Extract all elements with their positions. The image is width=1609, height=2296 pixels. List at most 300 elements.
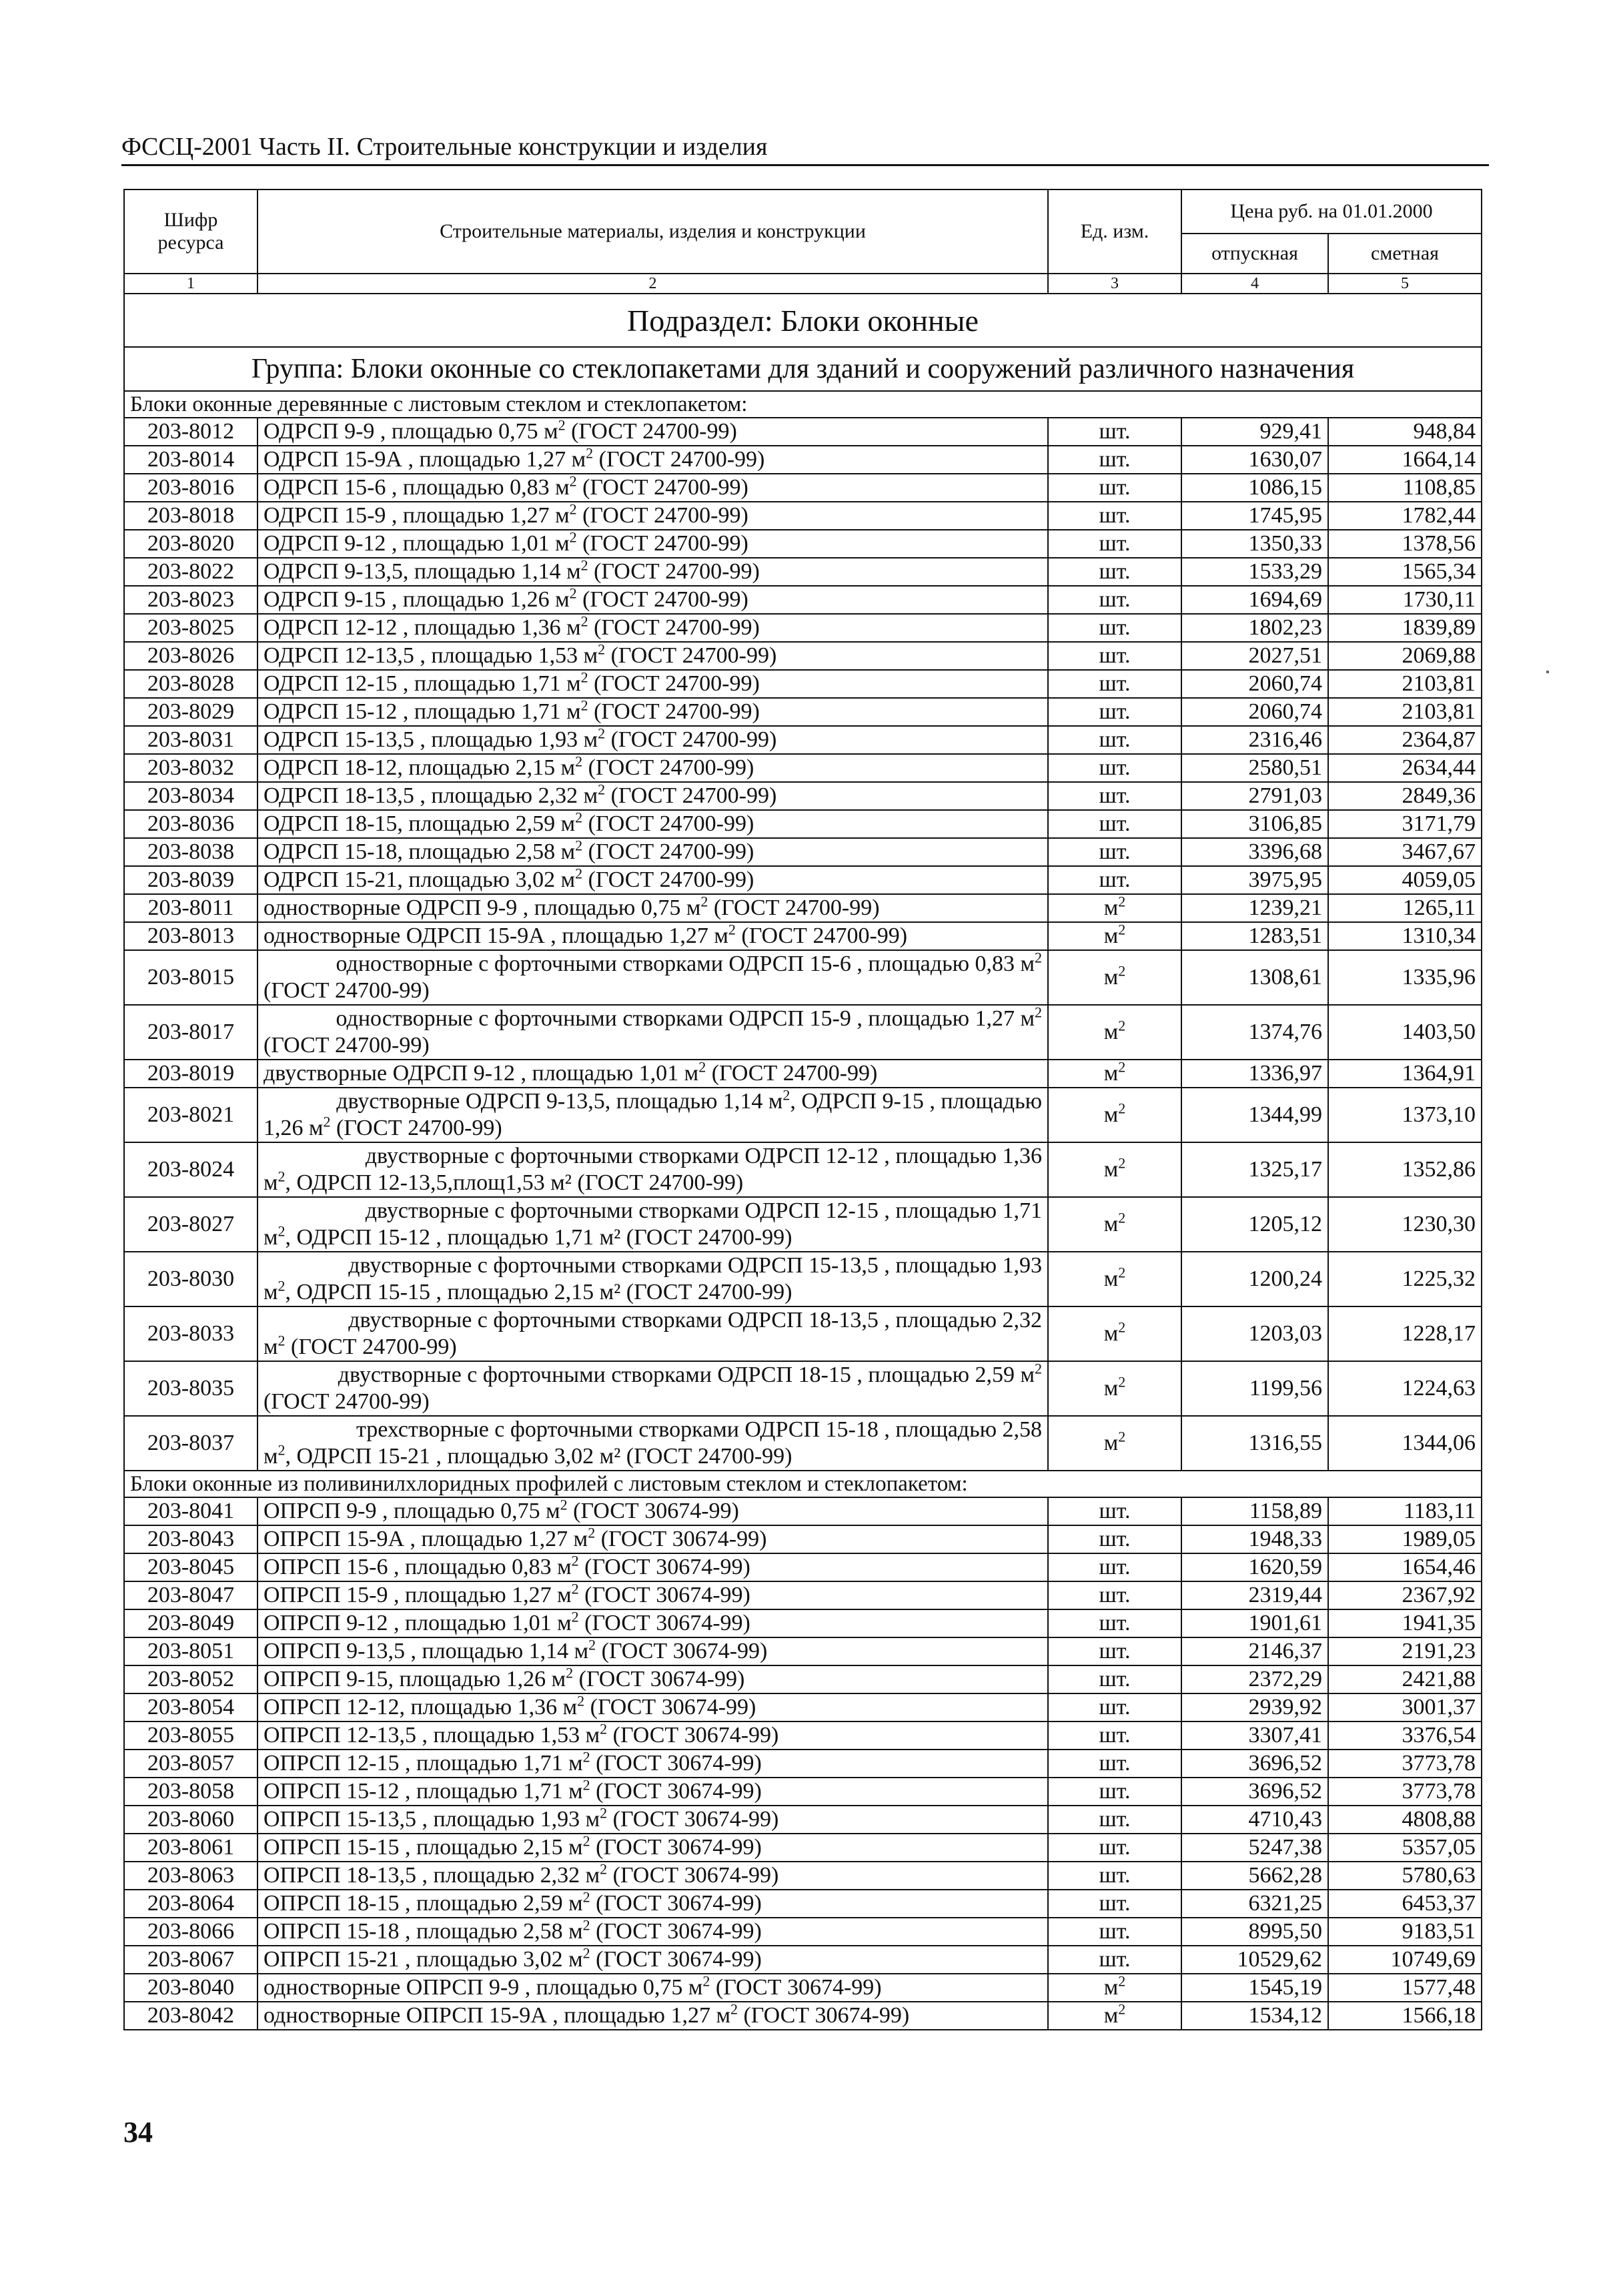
unit-of-measure: [1048, 586, 1181, 614]
material-description: [257, 418, 1048, 446]
material-description: [257, 1862, 1048, 1890]
text-segment: ОДРСП 18-12, площадью 2,15 м: [263, 755, 576, 780]
text-segment: (ГОСТ 30674-99): [590, 1891, 762, 1916]
superscript-2: 2: [569, 472, 577, 490]
resource-code: 203-8041: [124, 1497, 257, 1525]
table-row: [124, 1918, 1482, 1946]
material-description: [257, 614, 1048, 642]
resource-code: 203-8023: [124, 586, 257, 614]
column-number: 2: [257, 274, 1048, 294]
text-segment: ОПРСП 15-9 , площадью 1,27 м: [263, 1583, 572, 1607]
superscript-2: 2: [600, 1860, 608, 1878]
text-segment: шт.: [1099, 1639, 1131, 1663]
text-segment: ОПРСП 15-18 , площадью 2,58 м: [263, 1919, 583, 1944]
superscript-2: 2: [582, 1888, 590, 1906]
release-price: 1200,24: [1181, 1252, 1328, 1306]
text-segment: ОПРСП 9-12 , площадью 1,01 м: [263, 1611, 572, 1635]
superscript-2: 2: [582, 1944, 590, 1962]
resource-code: 203-8012: [124, 418, 257, 446]
estimate-price: 1225,32: [1328, 1252, 1482, 1306]
material-description: [257, 1525, 1048, 1553]
text-segment: шт.: [1099, 671, 1131, 696]
text-segment: двустворные ОДРСП 9-13,5, площадью 1,14 м: [336, 1089, 783, 1114]
text-segment: (ГОСТ 30674-99): [607, 1723, 779, 1748]
superscript-2: 2: [1118, 1318, 1126, 1336]
text-segment: м: [1103, 1975, 1119, 2000]
release-price: 1205,12: [1181, 1197, 1328, 1252]
text-segment: м: [1103, 1376, 1119, 1401]
estimate-price: 1108,85: [1328, 474, 1482, 502]
table-row: [124, 614, 1482, 642]
resource-code: 203-8058: [124, 1778, 257, 1806]
material-description: [257, 1005, 1048, 1060]
superscript-2: 2: [1118, 893, 1126, 910]
material-description: [257, 1142, 1048, 1197]
text-segment: шт.: [1099, 811, 1131, 836]
release-price: 1620,59: [1181, 1553, 1328, 1581]
text-segment: ОПРСП 9-15, площадью 1,26 м: [263, 1667, 566, 1691]
release-price: 2580,51: [1181, 754, 1328, 782]
unit-of-measure: [1048, 1946, 1181, 1974]
text-segment: , ОДРСП 9-15 , площадью: [790, 1089, 1042, 1114]
superscript-2: 2: [571, 1608, 579, 1625]
estimate-price: 3467,67: [1328, 838, 1482, 866]
unit-of-measure: [1048, 950, 1181, 1005]
resource-code: 203-8042: [124, 2002, 257, 2030]
table-row: [124, 810, 1482, 838]
text-segment: (ГОСТ 24700-99): [576, 503, 748, 528]
estimate-price: 1941,35: [1328, 1609, 1482, 1637]
material-description: [257, 558, 1048, 586]
release-price: 1948,33: [1181, 1525, 1328, 1553]
column-number: 3: [1048, 274, 1181, 294]
text-segment: двустворные ОДРСП 9-12 , площадью 1,01 м: [263, 1061, 699, 1086]
text-segment: ОДРСП 18-15, площадью 2,59 м: [263, 811, 576, 836]
material-description: [257, 1553, 1048, 1581]
estimate-price: 2421,88: [1328, 1665, 1482, 1693]
resource-code: 203-8034: [124, 782, 257, 810]
resource-code: 203-8024: [124, 1142, 257, 1197]
table-row: [124, 1693, 1482, 1721]
text-segment: шт.: [1099, 615, 1131, 640]
category-title: Блоки оконные деревянные с листовым стеклом и стеклопакетом:: [124, 391, 1482, 418]
text-segment: шт.: [1099, 447, 1131, 472]
material-description: [257, 502, 1048, 530]
table-row: [124, 670, 1482, 698]
text-segment: ОДРСП 15-12 , площадью 1,71 м: [263, 699, 581, 724]
table-row: [124, 1525, 1482, 1553]
table-row: [124, 1946, 1482, 1974]
unit-of-measure: [1048, 1525, 1181, 1553]
text-segment: м: [263, 1334, 278, 1359]
unit-of-measure: [1048, 530, 1181, 558]
material-description: [257, 446, 1048, 474]
superscript-2: 2: [580, 669, 588, 686]
estimate-price: 1654,46: [1328, 1553, 1482, 1581]
material-description: [257, 1918, 1048, 1946]
table-row: [124, 1609, 1482, 1637]
table-row: [124, 1306, 1482, 1361]
text-segment: м: [1103, 965, 1119, 990]
release-price: 1158,89: [1181, 1497, 1328, 1525]
table-row: [124, 1361, 1482, 1416]
release-price: 3696,52: [1181, 1778, 1328, 1806]
table-row: [124, 642, 1482, 670]
estimate-price: 1335,96: [1328, 950, 1482, 1005]
text-segment: ОДРСП 18-13,5 , площадью 2,32 м: [263, 783, 598, 808]
resource-code: 203-8017: [124, 1005, 257, 1060]
resource-code: 203-8057: [124, 1750, 257, 1778]
text-segment: (ГОСТ 24700-99): [588, 699, 760, 724]
unit-of-measure: [1048, 1609, 1181, 1637]
unit-of-measure: [1048, 474, 1181, 502]
estimate-price: 1230,30: [1328, 1197, 1482, 1252]
description-line-2: [263, 1443, 1042, 1470]
superscript-2: 2: [1118, 1017, 1126, 1034]
text-segment: ОДРСП 15-9 , площадью 1,27 м: [263, 503, 570, 528]
estimate-price: 9183,51: [1328, 1918, 1482, 1946]
superscript-2: 2: [1118, 1154, 1126, 1172]
release-price: 1901,61: [1181, 1609, 1328, 1637]
superscript-2: 2: [1035, 1004, 1042, 1021]
superscript-2: 2: [728, 921, 736, 938]
text-segment: ОДРСП 15-21, площадью 3,02 м: [263, 867, 576, 892]
material-description: [257, 838, 1048, 866]
resource-code: 203-8052: [124, 1665, 257, 1693]
estimate-price: 1183,11: [1328, 1497, 1482, 1525]
unit-of-measure: [1048, 894, 1181, 922]
superscript-2: 2: [278, 1332, 286, 1349]
resource-code: 203-8054: [124, 1693, 257, 1721]
description-line-2: [263, 1334, 1042, 1361]
estimate-price: 1378,56: [1328, 530, 1482, 558]
material-description: [257, 474, 1048, 502]
text-segment: шт.: [1099, 755, 1131, 780]
resource-code: 203-8032: [124, 754, 257, 782]
unit-of-measure: [1048, 810, 1181, 838]
material-description: [257, 866, 1048, 894]
table-row: [124, 1497, 1482, 1525]
release-price: 1336,97: [1181, 1060, 1328, 1088]
material-description: [257, 950, 1048, 1005]
estimate-price: 5780,63: [1328, 1862, 1482, 1890]
release-price: 8995,50: [1181, 1918, 1328, 1946]
subsection-title: Подраздел: Блоки оконные: [124, 294, 1482, 347]
text-segment: шт.: [1099, 699, 1131, 724]
header-unit: Ед. изм.: [1048, 189, 1181, 274]
release-price: 2060,74: [1181, 698, 1328, 726]
text-segment: ОПРСП 18-15 , площадью 2,59 м: [263, 1891, 583, 1916]
release-price: 2939,92: [1181, 1693, 1328, 1721]
text-segment: (ГОСТ 30674-99): [590, 1919, 762, 1944]
resource-code: 203-8047: [124, 1581, 257, 1609]
text-segment: м: [1103, 1321, 1119, 1346]
release-price: 2372,29: [1181, 1665, 1328, 1693]
release-price: 3696,52: [1181, 1750, 1328, 1778]
text-segment: м: [1103, 1157, 1119, 1182]
estimate-price: 1566,18: [1328, 2002, 1482, 2030]
text-segment: ОПРСП 18-13,5 , площадью 2,32 м: [263, 1863, 600, 1888]
unit-of-measure: [1048, 698, 1181, 726]
table-row: [124, 698, 1482, 726]
resource-code: 203-8064: [124, 1890, 257, 1918]
text-segment: (ГОСТ 24700-99): [263, 1033, 430, 1058]
text-segment: одностворные с форточными створками ОДРСП 15-6 , площадью 0,83 м: [336, 951, 1035, 976]
material-description: [257, 1497, 1048, 1525]
superscript-2: 2: [323, 1113, 331, 1130]
estimate-price: 3171,79: [1328, 810, 1482, 838]
resource-code: 203-8033: [124, 1306, 257, 1361]
release-price: 1545,19: [1181, 1974, 1328, 2002]
text-segment: ОДРСП 15-9А , площадью 1,27 м: [263, 447, 586, 472]
text-segment: ОПРСП 15-6 , площадью 0,83 м: [263, 1555, 572, 1579]
superscript-2: 2: [575, 809, 583, 826]
text-segment: (ГОСТ 24700-99): [605, 643, 777, 668]
table-row: [124, 1142, 1482, 1197]
unit-of-measure: [1048, 1862, 1181, 1890]
estimate-price: 3001,37: [1328, 1693, 1482, 1721]
estimate-price: 2103,81: [1328, 698, 1482, 726]
unit-of-measure: [1048, 726, 1181, 754]
text-segment: (ГОСТ 30674-99): [578, 1611, 750, 1635]
estimate-price: 1577,48: [1328, 1974, 1482, 2002]
text-segment: шт.: [1099, 587, 1131, 612]
unit-of-measure: [1048, 1416, 1181, 1471]
material-description: [257, 754, 1048, 782]
estimate-price: 1344,06: [1328, 1416, 1482, 1471]
resource-code: 203-8015: [124, 950, 257, 1005]
table-row: [124, 1416, 1482, 1471]
material-description: [257, 1581, 1048, 1609]
text-segment: шт.: [1099, 559, 1131, 584]
resource-code: 203-8055: [124, 1721, 257, 1750]
material-description: [257, 1609, 1048, 1637]
unit-of-measure: [1048, 1252, 1181, 1306]
text-segment: , ОДРСП 12-13,5,площ1,53 м² (ГОСТ 24700-99): [285, 1170, 744, 1195]
text-segment: (ГОСТ 24700-99): [706, 1061, 878, 1086]
superscript-2: 2: [782, 1086, 790, 1104]
table-row: [124, 782, 1482, 810]
text-segment: ОДРСП 15-13,5 , площадью 1,93 м: [263, 727, 598, 752]
column-number: 1: [124, 274, 257, 294]
text-segment: шт.: [1099, 643, 1131, 668]
estimate-price: 1782,44: [1328, 502, 1482, 530]
text-segment: шт.: [1099, 1919, 1131, 1944]
superscript-2: 2: [1118, 1209, 1126, 1226]
superscript-2: 2: [1118, 1373, 1126, 1391]
resource-code: 203-8022: [124, 558, 257, 586]
release-price: 2027,51: [1181, 642, 1328, 670]
text-segment: ОПРСП 15-12 , площадью 1,71 м: [263, 1779, 583, 1804]
table-row: [124, 586, 1482, 614]
material-description: [257, 1637, 1048, 1665]
text-segment: ОДРСП 9-12 , площадью 1,01 м: [263, 531, 570, 556]
superscript-2: 2: [586, 444, 594, 462]
superscript-2: 2: [1118, 1100, 1126, 1117]
unit-of-measure: [1048, 1665, 1181, 1693]
resource-code: 203-8037: [124, 1416, 257, 1471]
superscript-2: 2: [588, 1524, 596, 1541]
release-price: 1802,23: [1181, 614, 1328, 642]
unit-of-measure: [1048, 1361, 1181, 1416]
text-segment: шт.: [1099, 1751, 1131, 1776]
text-segment: (ГОСТ 24700-99): [576, 475, 748, 500]
text-segment: (ГОСТ 30674-99): [590, 1751, 762, 1776]
description-line-2: [263, 1170, 1042, 1196]
scan-speck: [1546, 671, 1549, 673]
text-segment: м: [1103, 1266, 1119, 1291]
superscript-2: 2: [569, 585, 577, 602]
category-title: Блоки оконные из поливинилхлоридных профилей с листовым стеклом и стеклопакетом:: [124, 1471, 1482, 1497]
estimate-price: 2364,87: [1328, 726, 1482, 754]
release-price: 1344,99: [1181, 1088, 1328, 1142]
text-segment: ОПРСП 12-15 , площадью 1,71 м: [263, 1751, 583, 1776]
table-row: [124, 838, 1482, 866]
estimate-price: 3773,78: [1328, 1778, 1482, 1806]
unit-of-measure: [1048, 1581, 1181, 1609]
superscript-2: 2: [569, 500, 577, 518]
text-segment: (ГОСТ 24700-99): [565, 419, 737, 444]
unit-of-measure: [1048, 558, 1181, 586]
text-segment: шт.: [1099, 1611, 1131, 1635]
text-segment: (ГОСТ 24700-99): [708, 895, 880, 920]
text-segment: , ОДРСП 15-21 , площадью 3,02 м² (ГОСТ 24700-99): [285, 1444, 792, 1469]
table-row: [124, 1005, 1482, 1060]
table-row: [124, 922, 1482, 950]
text-segment: шт.: [1099, 1891, 1131, 1916]
release-price: 1630,07: [1181, 446, 1328, 474]
resource-code: 203-8067: [124, 1946, 257, 1974]
text-segment: ОПРСП 15-15 , площадью 2,15 м: [263, 1835, 583, 1860]
resource-code: 203-8019: [124, 1060, 257, 1088]
text-segment: ОДРСП 12-12 , площадью 1,36 м: [263, 615, 581, 640]
superscript-2: 2: [569, 528, 577, 546]
text-segment: ОДРСП 12-13,5 , площадью 1,53 м: [263, 643, 598, 668]
material-description: [257, 642, 1048, 670]
unit-of-measure: [1048, 1974, 1181, 2002]
description-line-1: [263, 1362, 1042, 1389]
description-line-1: [263, 1252, 1042, 1279]
text-segment: 1,26 м: [263, 1116, 324, 1140]
estimate-price: 1364,91: [1328, 1060, 1482, 1088]
resource-code: 203-8066: [124, 1918, 257, 1946]
release-price: 1694,69: [1181, 586, 1328, 614]
text-segment: ОДРСП 9-15 , площадью 1,26 м: [263, 587, 570, 612]
resource-code: 203-8018: [124, 502, 257, 530]
unit-of-measure: [1048, 670, 1181, 698]
superscript-2: 2: [278, 1222, 286, 1240]
text-segment: шт.: [1099, 1779, 1131, 1804]
header-description: Строительные материалы, изделия и конструкции: [257, 189, 1048, 274]
text-segment: шт.: [1099, 1807, 1131, 1832]
table-row: [124, 1974, 1482, 2002]
unit-of-measure: [1048, 418, 1181, 446]
table-row: [124, 1834, 1482, 1862]
table-row: [124, 418, 1482, 446]
text-segment: шт.: [1099, 1667, 1131, 1691]
description-line-2: [263, 1224, 1042, 1251]
release-price: 2791,03: [1181, 782, 1328, 810]
unit-of-measure: [1048, 922, 1181, 950]
material-description: [257, 894, 1048, 922]
estimate-price: 1265,11: [1328, 894, 1482, 922]
release-price: 3975,95: [1181, 866, 1328, 894]
text-segment: (ГОСТ 30674-99): [590, 1947, 762, 1972]
text-segment: шт.: [1099, 475, 1131, 500]
text-segment: (ГОСТ 30674-99): [710, 1975, 882, 2000]
release-price: 3307,41: [1181, 1721, 1328, 1750]
release-price: 1199,56: [1181, 1361, 1328, 1416]
release-price: 2060,74: [1181, 670, 1328, 698]
text-segment: двустворные с форточными створками ОДРСП 12-12 , площадью 1,36: [365, 1144, 1042, 1168]
text-segment: одностворные с форточными створками ОДРСП 15-9 , площадью 1,27 м: [336, 1006, 1035, 1031]
text-segment: ОПРСП 15-9А , площадью 1,27 м: [263, 1527, 588, 1551]
table-row: [124, 446, 1482, 474]
superscript-2: 2: [566, 1664, 574, 1681]
resource-code: 203-8039: [124, 866, 257, 894]
text-segment: шт.: [1099, 1723, 1131, 1748]
table-row: [124, 474, 1482, 502]
estimate-price: 1839,89: [1328, 614, 1482, 642]
unit-of-measure: [1048, 782, 1181, 810]
text-segment: одностворные ОПРСП 15-9А , площадью 1,27 м: [263, 2003, 730, 2028]
unit-of-measure: [1048, 502, 1181, 530]
release-price: 1086,15: [1181, 474, 1328, 502]
unit-of-measure: [1048, 754, 1181, 782]
price-table: [123, 189, 1482, 2030]
superscript-2: 2: [600, 1720, 608, 1738]
resource-code: 203-8016: [124, 474, 257, 502]
text-segment: (ГОСТ 24700-99): [263, 978, 430, 1003]
text-segment: м: [1103, 1020, 1119, 1044]
superscript-2: 2: [1118, 1264, 1126, 1281]
text-segment: ОДРСП 12-15 , площадью 1,71 м: [263, 671, 581, 696]
table-row: [124, 726, 1482, 754]
text-segment: ОПРСП 9-9 , площадью 0,75 м: [263, 1499, 560, 1523]
superscript-2: 2: [575, 865, 583, 882]
material-description: [257, 1778, 1048, 1806]
resource-code: 203-8031: [124, 726, 257, 754]
estimate-price: 2191,23: [1328, 1637, 1482, 1665]
release-price: 2316,46: [1181, 726, 1328, 754]
table-row: [124, 1581, 1482, 1609]
text-segment: (ГОСТ 30674-99): [590, 1835, 762, 1860]
estimate-price: 5357,05: [1328, 1834, 1482, 1862]
text-segment: (ГОСТ 30674-99): [584, 1695, 756, 1719]
superscript-2: 2: [582, 1832, 590, 1850]
unit-of-measure: [1048, 866, 1181, 894]
text-segment: (ГОСТ 24700-99): [285, 1334, 457, 1359]
text-segment: ОПРСП 15-21 , площадью 3,02 м: [263, 1947, 583, 1972]
text-segment: , ОДРСП 15-15 , площадью 2,15 м² (ГОСТ 24700-99): [285, 1280, 792, 1304]
table-row: [124, 502, 1482, 530]
superscript-2: 2: [600, 1804, 608, 1822]
text-segment: (ГОСТ 24700-99): [576, 587, 748, 612]
table-row: [124, 1553, 1482, 1581]
estimate-price: 2634,44: [1328, 754, 1482, 782]
text-segment: ОДРСП 15-18, площадью 2,58 м: [263, 839, 576, 864]
header-estimate-price: сметная: [1328, 234, 1482, 274]
superscript-2: 2: [560, 1496, 568, 1513]
superscript-2: 2: [278, 1441, 286, 1459]
description-line-2: [263, 1279, 1042, 1306]
material-description: [257, 1252, 1048, 1306]
unit-of-measure: [1048, 1750, 1181, 1778]
release-price: 1239,21: [1181, 894, 1328, 922]
superscript-2: 2: [702, 1972, 710, 1990]
description-line-1: [263, 1198, 1042, 1224]
resource-code: 203-8011: [124, 894, 257, 922]
